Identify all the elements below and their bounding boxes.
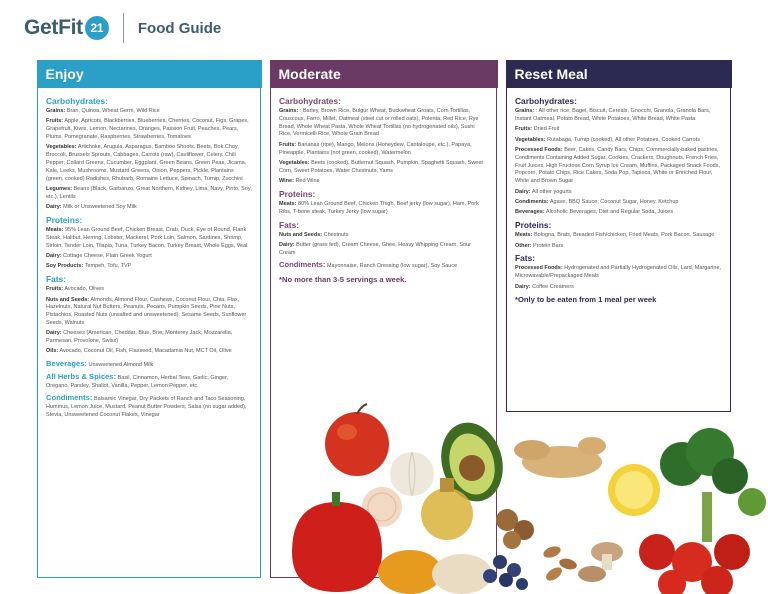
list-item xyxy=(46,297,252,328)
item-label: Fruits: xyxy=(279,141,297,148)
list-item xyxy=(279,232,488,240)
item-text: Tempeh, Tofu, TVP xyxy=(84,263,132,270)
blueberries-icon xyxy=(483,555,528,590)
moderate-proteins-list xyxy=(279,201,488,217)
item-text: Bran, Quinoa, Wheat Germ, Wild Rice xyxy=(66,108,160,114)
list-item xyxy=(515,209,722,217)
list-item xyxy=(46,144,252,183)
item-label: Dairy: xyxy=(46,252,62,259)
list-item xyxy=(279,242,488,258)
header-divider xyxy=(123,13,124,43)
item-text: : All other rice, Bagel, Biscuit, Cereals, Gnocchi, Granola, Granola Bars, Instant Oatmeal, Potato Bread, White Potatoes, White Bread, White Pasta xyxy=(515,108,711,122)
moderate-note: *No more than 3-5 servings a week. xyxy=(279,274,407,284)
list-item xyxy=(46,330,252,346)
list-item xyxy=(46,186,252,202)
list-item xyxy=(515,126,722,134)
item-label: Nuts and Seeds: xyxy=(46,296,90,303)
item-text: Hydrogenated and Partially Hydrogenated Oils, Lard, Margarine, Microwavable/Prepackaged Meals xyxy=(515,265,722,280)
list-item xyxy=(279,178,488,186)
page-title: Food Guide xyxy=(137,19,222,37)
item-label: Meats: xyxy=(279,200,297,207)
item-label: Dairy: xyxy=(515,283,531,290)
item-label: Processed Foods: xyxy=(515,265,563,272)
item-label: Meats: xyxy=(515,232,533,239)
almonds-icon xyxy=(542,544,578,583)
list-item xyxy=(46,253,252,261)
getfit-logo xyxy=(24,16,109,40)
tomatoes-icon xyxy=(639,534,750,594)
item-text: Coffee Creamers xyxy=(532,283,574,290)
reset-carbs-list xyxy=(515,108,722,217)
enjoy-beverages: Beverages: Unsweetened Almond Milk xyxy=(46,358,154,368)
moderate-carbs-list xyxy=(279,108,488,186)
item-label: Fruits: xyxy=(46,118,64,125)
enjoy-proteins-list xyxy=(46,227,252,271)
list-item xyxy=(279,142,488,158)
moderate-carbs-heading: Carbohydrates: xyxy=(279,96,341,106)
item-text: Cottage Cheese, Plain Greek Yogurt xyxy=(63,252,152,259)
item-label: Vegetables: xyxy=(46,144,77,151)
item-text: Almonds, Almond Flour, Cashews, Coconut Flour, Chia, Flax, Hazelnuts, Natural Nut Butters, Peanuts, Pecans, Pumpkin Seeds, Pine Nuts, Pistachios, Roasted Nuts (unsalted and unsweetened), Sesame Seeds, Sunflower Seeds, Walnuts xyxy=(46,296,247,326)
item-text: Chestnuts xyxy=(323,231,349,238)
list-item xyxy=(279,108,488,139)
reset-column-title: Reset Meal xyxy=(506,60,732,88)
oats-icon xyxy=(432,554,492,594)
list-item xyxy=(515,108,722,124)
reset-fats-list xyxy=(515,265,722,291)
garlic-icon xyxy=(390,452,434,496)
enjoy-condiments: Condiments: Balsamic Vinegar, Dry Packets of Ranch and Taco Seasoning, Hummus, Lemon Juice, Mustard, Peanut Butter Powders, Salsa (no sugar added), Stevia, Unsweetened Coconut Flakes, Vinegar xyxy=(46,393,247,419)
apple-icon xyxy=(325,404,389,476)
item-text: Milk or Unsweetened Soy Milk xyxy=(63,204,137,211)
reset-column xyxy=(506,60,731,412)
list-item xyxy=(515,284,722,292)
item-label: Dairy: xyxy=(279,241,295,248)
item-text: 80% Lean Ground Beef, Chicken Thigh, Beef jerky (low sugar), Ham, Pork Ribs, T-bone steak, Turkey Jerky (low sugar) xyxy=(279,200,479,215)
item-label: Vegetables: xyxy=(279,159,310,166)
list-item xyxy=(46,227,252,250)
moderate-proteins-heading: Proteins: xyxy=(279,188,316,199)
item-text: Protein Bars xyxy=(533,242,564,249)
item-text: Cheeses (American, Cheddar, Blue, Brie, Monterey Jack, Mozzarella, Parmesan, Provolone, Swiss) xyxy=(46,330,233,345)
item-text: Red Wine xyxy=(295,178,320,185)
item-text: Avocado, Coconut Oil, Fish, Flaxseed, Macadamia Nut, MCT Oil, Olive xyxy=(59,348,232,355)
reset-proteins-list xyxy=(515,232,722,250)
item-label: Grains: xyxy=(46,108,66,114)
item-label: Fruits: xyxy=(46,286,64,293)
item-text: Bananas (ripe), Mango, Melons (Honeydew, Cantaloupe, etc.), Papaya, Pineapple, Plantains (not green, cooked), Watermelon xyxy=(279,141,472,156)
item-label: Wine: xyxy=(279,178,294,185)
moderate-column-title: Moderate xyxy=(270,60,498,88)
reset-proteins-heading: Proteins: xyxy=(515,220,552,231)
reset-note: *Only to be eaten from 1 meal per week xyxy=(515,295,657,305)
list-item xyxy=(279,160,488,176)
item-label: Processed Foods: xyxy=(515,146,563,153)
item-text: Beer, Cakes, Candy Bars, Chips, Commercially-baked pastries, Condiments Containing Added Sugar, Cookies, Crackers, Doughnuts, French Fries, Fruit Juices, High Fructose Corn Syrup Ice Cream, Muffins, Packaged Snack Foods, Popcorn, Potato Chips, Rice Cakes, Soda Pop, Tapioca, White or Enriched Flour, White and Brown Sugar xyxy=(515,146,721,185)
item-label: Dairy: xyxy=(515,188,531,195)
list-item xyxy=(515,137,722,145)
item-text: Dried Fruit xyxy=(533,126,560,133)
enjoy-carbs-heading: Carbohydrates: xyxy=(46,96,108,106)
list-item xyxy=(46,286,252,294)
item-label: Meats: xyxy=(46,226,64,233)
enjoy-column-title: Enjoy xyxy=(37,60,262,88)
enjoy-fats-heading: Fats: xyxy=(46,274,67,285)
item-label: Fruits: xyxy=(515,126,533,133)
ginger-icon xyxy=(514,437,606,478)
header xyxy=(24,6,221,50)
walnuts-icon xyxy=(496,509,534,549)
list-item xyxy=(515,243,722,251)
item-label: Dairy: xyxy=(46,204,62,211)
item-label: Grains: xyxy=(279,108,299,114)
logo-number-badge: 21 xyxy=(85,16,109,40)
item-label: Condiments: xyxy=(515,198,549,205)
list-item xyxy=(46,263,252,271)
item-text: : Barley, Brown Rice, Bulgur Wheat, Buckwheat Groats, Corn Tortillas, Couscous, Farro, Millet, Oatmeal (steel cut or rolled oats), Polenta, Red Rice, Rye Bread, Whole Wheat Pasta, Whole Wheat Tortillas (no hydrogenated oils), Sushi Rice, Vermicelli Rice, Whole Grain Bread xyxy=(279,108,479,138)
list-item xyxy=(46,118,252,141)
enjoy-fats-list xyxy=(46,286,252,356)
list-item xyxy=(279,201,488,217)
item-text: Beans (Black, Garbanzo, Great Northern, Kidney, Lima, Navy, Pinto, Soy, etc.), Lentils xyxy=(46,185,252,200)
item-text: Bologna, Brats, Breaded Fish/chicken, Fried Meats, Pork Bacon, Sausage xyxy=(533,232,715,239)
item-text: Agave, BBQ Sauce, Coconut Sugar, Honey, Ketchup xyxy=(549,198,679,205)
list-item xyxy=(515,265,722,281)
enjoy-proteins-heading: Proteins: xyxy=(46,214,83,225)
list-item xyxy=(46,108,252,116)
item-label: Other: xyxy=(515,242,532,249)
item-text: 95% Lean Ground Beef, Chicken Breast, Crab, Duck, Eye of Round, Flank Steak, Halibut, Herring, Lobster, Mackerel, Pork Loin, Salmon, Sardines, Shrimp, Sirloin, Tender Loin, Tilapia, Tuna, Turkey Bacon, Turkey Breast, Whole Eggs, Veal xyxy=(46,226,248,249)
item-label: Legumes: xyxy=(46,185,72,192)
mushroom-icon xyxy=(578,542,623,582)
item-label: Grains: xyxy=(515,108,535,114)
item-label: Beverages: xyxy=(515,209,545,216)
item-text: Avocado, Olives xyxy=(64,286,105,293)
item-text: Artichoke, Arugula, Asparagus, Bamboo Shoots, Beets, Bok Choy, Broccoli, Brussels Sprouts, Cabbages, Carrots (raw), Cauliflower, Celery, Chili Pepper, Collard Greens, Cucumber, Eggplant, Green Beans, Green Peas, Jicama, Kale, Leeks, Mushrooms, Mustard Greens, Onion, Peppers, Pickle, Plantains (green, cooked) Radishes, Rhubarb, Romaine Lettuce, Spinach, Turnip, Zucchini xyxy=(46,144,247,182)
moderate-fats-heading: Fats: xyxy=(279,219,300,230)
list-item xyxy=(46,348,252,356)
moderate-condiments: Condiments: Mayonnaise, Ranch Dressing (low sugar), Soy Sauce xyxy=(279,260,458,270)
item-label: Vegetables: xyxy=(515,136,546,143)
moderate-fats-list xyxy=(279,232,488,258)
broccoli-icon xyxy=(660,428,748,542)
item-text: Rutabaga, Turnip (cooked), All other Potatoes, Cooked Carrots xyxy=(547,136,700,143)
item-text: Beets (cooked), Butternut Squash, Pumpkin, Spaghetti Squash, Sweet Corn, Sweet Potatoes, Water Chestnuts, Yams xyxy=(279,159,483,174)
brussels-sprout-icon xyxy=(738,488,766,516)
list-item xyxy=(515,189,722,197)
item-label: Oils: xyxy=(46,348,59,355)
item-text: Butter (grass fed), Cream Cheese, Ghee, Heavy Whipping Cream, Sour Cream xyxy=(279,241,471,256)
food-illustration xyxy=(262,402,768,594)
list-item xyxy=(46,204,252,212)
item-text: Alcoholic Beverages, Diet and Regular Soda, Juices xyxy=(545,209,674,216)
enjoy-herbs: All Herbs & Spices: Basil, Cinnamon, Herbal Teas, Garlic, Ginger, Oregano, Parsley, Shallot, Vanilla, Pepper, Lemon Pepper, etc. xyxy=(46,372,229,390)
item-text: All other yogurts xyxy=(531,188,572,195)
enjoy-carbs-list xyxy=(46,108,252,212)
list-item xyxy=(515,147,722,186)
enjoy-column xyxy=(37,60,261,578)
lemon-icon xyxy=(608,464,660,516)
item-label: Soy Products: xyxy=(46,263,84,270)
reset-fats-heading: Fats: xyxy=(515,253,536,264)
reset-carbs-heading: Carbohydrates: xyxy=(515,96,577,106)
list-item xyxy=(515,232,722,240)
item-label: Dairy: xyxy=(46,330,62,337)
logo-text: GetFit xyxy=(24,16,83,39)
item-label: Nuts and Seeds: xyxy=(279,231,323,238)
item-text: Apple, Apricots, Blackberries, Blueberries, Cherries, Coconut, Figs, Grapes, Grapefruit, Kiwis, Lemon, Nectarines, Oranges, Passion Fruit, Peaches, Pears, Plums, Pomegranate, Raspberries, Strawberries, Tomatoes xyxy=(46,118,249,140)
list-item xyxy=(515,199,722,207)
